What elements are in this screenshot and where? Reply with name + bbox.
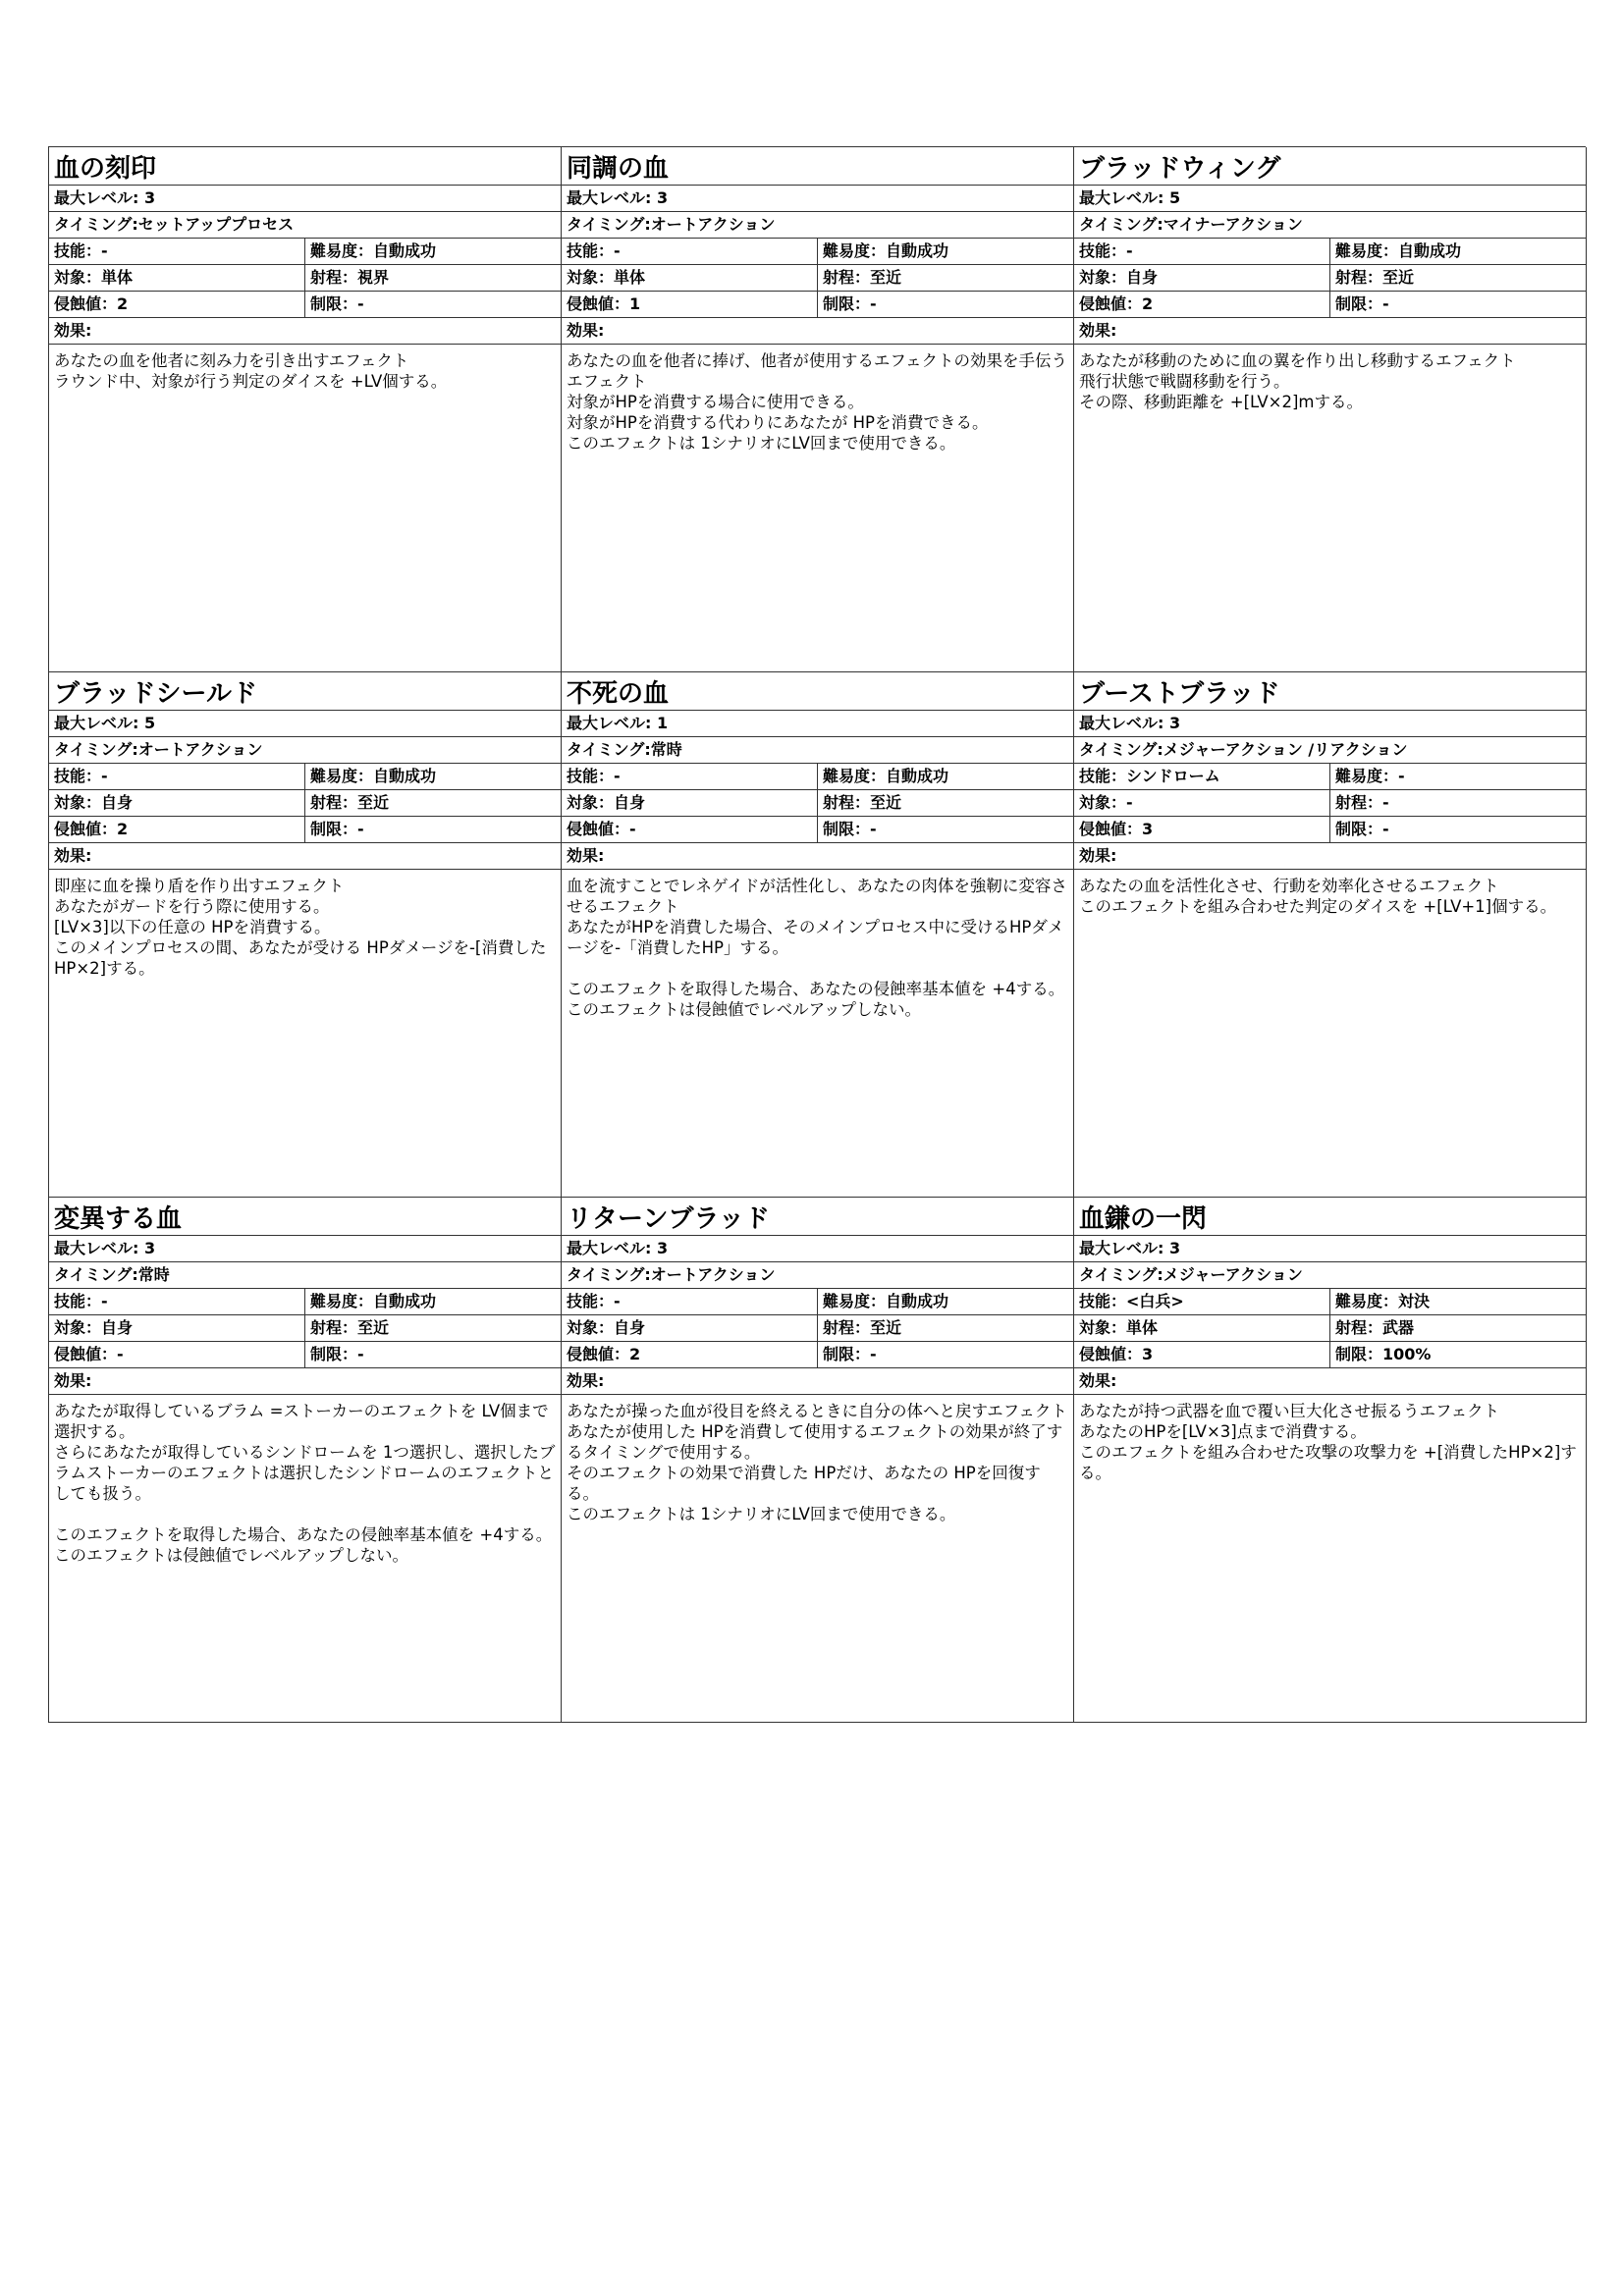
card-timing: タイミング:常時 (49, 1262, 561, 1289)
card-max-level: 最大レベル: 3 (49, 186, 561, 212)
card-target-row (49, 1315, 561, 1342)
card-difficulty: 難易度：- (1335, 767, 1405, 785)
card-skill-row (562, 1289, 1073, 1315)
card-restriction: 制限：- (823, 820, 877, 838)
card-restriction: 制限：100% (1335, 1345, 1432, 1363)
card-skill-row (49, 1289, 561, 1315)
card-skill: 技能：- (1074, 239, 1330, 264)
card-range: 射程：至近 (1335, 268, 1415, 287)
card-title: 変異する血 (49, 1198, 561, 1236)
card-erosion: 侵蝕値：3 (1074, 817, 1330, 842)
card-erosion: 侵蝕値：1 (562, 292, 818, 317)
card-max-level: 最大レベル: 3 (49, 1236, 561, 1262)
card-timing: タイミング:オートアクション (562, 212, 1073, 239)
effect-card (49, 147, 562, 672)
card-target-row (49, 265, 561, 292)
card-difficulty: 難易度：自動成功 (310, 241, 437, 260)
card-erosion: 侵蝕値：- (562, 817, 818, 842)
card-skill-row (1074, 1289, 1586, 1315)
card-title: 同調の血 (562, 147, 1073, 186)
card-effect-text: あなたが移動のために血の翼を作り出し移動するエフェクト 飛行状態で戦闘移動を行う。 その際、移動距離を +[LV×2]mする。 (1079, 351, 1516, 411)
effect-card (1074, 672, 1587, 1198)
card-range: 射程：至近 (823, 1318, 902, 1337)
card-erosion: 侵蝕値：2 (49, 817, 305, 842)
card-target-row (1074, 265, 1586, 292)
card-max-level: 最大レベル: 3 (1074, 711, 1586, 737)
card-restriction: 制限：- (1335, 294, 1389, 313)
card-range: 射程：至近 (823, 268, 902, 287)
card-range: 射程：視界 (310, 268, 390, 287)
card-target-row (562, 265, 1073, 292)
card-difficulty: 難易度：自動成功 (823, 767, 949, 785)
card-erosion-row (1074, 292, 1586, 318)
card-erosion-row (1074, 1342, 1586, 1368)
card-target: 対象：- (1074, 790, 1330, 816)
card-erosion-row (49, 1342, 561, 1368)
card-title: ブラッドウィング (1074, 147, 1586, 186)
card-restriction: 制限：- (823, 294, 877, 313)
card-skill: 技能：シンドローム (1074, 764, 1330, 789)
card-erosion: 侵蝕値：3 (1074, 1342, 1330, 1367)
card-timing: タイミング:オートアクション (49, 737, 561, 764)
effect-card (562, 1198, 1074, 1723)
card-range: 射程：至近 (823, 793, 902, 812)
card-target-row (1074, 1315, 1586, 1342)
card-skill-row (562, 239, 1073, 265)
effect-card (1074, 147, 1587, 672)
card-effect-label: 効果: (562, 1368, 1073, 1395)
card-restriction: 制限：- (310, 1345, 364, 1363)
card-erosion: 侵蝕値：2 (562, 1342, 818, 1367)
effect-card (562, 147, 1074, 672)
card-effect-text: あなたが持つ武器を血で覆い巨大化させ振るうエフェクト あなたのHPを[LV×3]点まで消費する。 このエフェクトを組み合わせた攻撃の攻撃力を +[消費したHP×2]する。 (1079, 1402, 1577, 1482)
card-skill: 技能：- (562, 239, 818, 264)
card-effect-label: 効果: (562, 843, 1073, 870)
card-skill: 技能：- (49, 1289, 305, 1314)
card-erosion-row (49, 292, 561, 318)
card-target: 対象：自身 (49, 790, 305, 816)
card-restriction: 制限：- (310, 294, 364, 313)
card-target: 対象：自身 (562, 1315, 818, 1341)
card-erosion-row (49, 817, 561, 843)
card-target-row (1074, 790, 1586, 817)
card-range: 射程：至近 (310, 793, 390, 812)
card-target-row (562, 790, 1073, 817)
card-effect-text: あなたの血を他者に刻み力を引き出すエフェクト ラウンド中、対象が行う判定のダイスを +LV個する。 (54, 351, 448, 391)
card-effect-text: あなたの血を他者に捧げ、他者が使用するエフェクトの効果を手伝うエフェクト 対象がHPを消費する場合に使用できる。 対象がHPを消費する代わりにあなたが HPを消費できる。 このエフェクトは 1シナリオにLV回まで使用できる。 (567, 351, 1068, 453)
card-skill-row (49, 239, 561, 265)
card-restriction: 制限：- (310, 820, 364, 838)
card-effect-label: 効果: (1074, 318, 1586, 345)
card-erosion-row (562, 1342, 1073, 1368)
card-skill: 技能：- (562, 764, 818, 789)
card-title: 不死の血 (562, 672, 1073, 711)
card-target-row (49, 790, 561, 817)
card-timing: タイミング:マイナーアクション (1074, 212, 1586, 239)
card-title: リターンブラッド (562, 1198, 1073, 1236)
card-difficulty: 難易度：自動成功 (310, 767, 437, 785)
card-title: 血の刻印 (49, 147, 561, 186)
card-skill: 技能：<白兵> (1074, 1289, 1330, 1314)
card-title: 血鎌の一閃 (1074, 1198, 1586, 1236)
card-effect-text: 血を流すことでレネゲイドが活性化し、あなたの肉体を強靭に変容させるエフェクト あなたがHPを消費した場合、そのメインプロセス中に受けるHPダメージを-「消費したHP」する。 このエフェクトを取得した場合、あなたの侵蝕率基本値を +4する。 このエフェクトは侵蝕値でレベルアップしない。 (567, 877, 1067, 1019)
card-difficulty: 難易度：自動成功 (823, 241, 949, 260)
card-effect-label: 効果: (49, 318, 561, 345)
card-max-level: 最大レベル: 3 (562, 186, 1073, 212)
card-title: ブラッドシールド (49, 672, 561, 711)
card-erosion: 侵蝕値：- (49, 1342, 305, 1367)
card-timing: タイミング:セットアッププロセス (49, 212, 561, 239)
effect-card-grid (48, 146, 1586, 1723)
card-erosion-row (562, 817, 1073, 843)
effect-card (49, 1198, 562, 1723)
card-target: 対象：自身 (49, 1315, 305, 1341)
card-target: 対象：単体 (562, 265, 818, 291)
effect-card (49, 672, 562, 1198)
card-effect-text: あなたの血を活性化させ、行動を効率化させるエフェクト このエフェクトを組み合わせた判定のダイスを +[LV+1]個する。 (1079, 877, 1557, 916)
card-max-level: 最大レベル: 3 (562, 1236, 1073, 1262)
card-title: ブーストブラッド (1074, 672, 1586, 711)
card-max-level: 最大レベル: 1 (562, 711, 1073, 737)
card-skill: 技能：- (49, 764, 305, 789)
card-skill-row (1074, 239, 1586, 265)
card-effect-label: 効果: (49, 1368, 561, 1395)
effect-card (562, 672, 1074, 1198)
card-restriction: 制限：- (1335, 820, 1389, 838)
card-restriction: 制限：- (823, 1345, 877, 1363)
card-effect-label: 効果: (1074, 1368, 1586, 1395)
card-effect-label: 効果: (562, 318, 1073, 345)
card-max-level: 最大レベル: 5 (1074, 186, 1586, 212)
card-timing: タイミング:メジャーアクション (1074, 1262, 1586, 1289)
card-difficulty: 難易度：自動成功 (823, 1292, 949, 1310)
card-target: 対象：自身 (1074, 265, 1330, 291)
card-effect-text: あなたが取得しているブラム =ストーカーのエフェクトを LV個まで選択する。 さらにあなたが取得しているシンドロームを 1つ選択し、選択したブラムストーカーのエフェクトは選択したシンドロームのエフェクトとしても扱う。 このエフェクトを取得した場合、あなたの侵蝕率基本値を +4する。 このエフェクトは侵蝕値でレベルアップしない。 (54, 1402, 556, 1565)
card-skill: 技能：- (562, 1289, 818, 1314)
card-difficulty: 難易度：対決 (1335, 1292, 1431, 1310)
card-difficulty: 難易度：自動成功 (1335, 241, 1462, 260)
card-timing: タイミング:常時 (562, 737, 1073, 764)
card-target: 対象：自身 (562, 790, 818, 816)
card-timing: タイミング:メジャーアクション /リアクション (1074, 737, 1586, 764)
card-erosion: 侵蝕値：2 (49, 292, 305, 317)
card-effect-text: あなたが操った血が役目を終えるときに自分の体へと戻すエフェクト あなたが使用した HPを消費して使用するエフェクトの効果が終了するタイミングで使用する。 そのエフェクトの効果で消費した HPだけ、あなたの HPを回復する。 このエフェクトは 1シナリオにLV回まで使用できる。 (567, 1402, 1067, 1523)
card-range: 射程：至近 (310, 1318, 390, 1337)
card-effect-label: 効果: (1074, 843, 1586, 870)
effect-card (1074, 1198, 1587, 1723)
card-skill-row (1074, 764, 1586, 790)
card-timing: タイミング:オートアクション (562, 1262, 1073, 1289)
card-skill-row (562, 764, 1073, 790)
card-skill-row (49, 764, 561, 790)
card-erosion-row (1074, 817, 1586, 843)
card-effect-label: 効果: (49, 843, 561, 870)
card-range: 射程：- (1335, 793, 1389, 812)
card-target: 対象：単体 (1074, 1315, 1330, 1341)
card-range: 射程：武器 (1335, 1318, 1415, 1337)
card-max-level: 最大レベル: 5 (49, 711, 561, 737)
card-difficulty: 難易度：自動成功 (310, 1292, 437, 1310)
card-target-row (562, 1315, 1073, 1342)
card-target: 対象：単体 (49, 265, 305, 291)
card-erosion: 侵蝕値：2 (1074, 292, 1330, 317)
card-max-level: 最大レベル: 3 (1074, 1236, 1586, 1262)
card-effect-text: 即座に血を操り盾を作り出すエフェクト あなたがガードを行う際に使用する。 [LV×3]以下の任意の HPを消費する。 このメインプロセスの間、あなたが受ける HPダメージを-[消費したHP×2]する。 (54, 877, 547, 978)
card-skill: 技能：- (49, 239, 305, 264)
card-erosion-row (562, 292, 1073, 318)
